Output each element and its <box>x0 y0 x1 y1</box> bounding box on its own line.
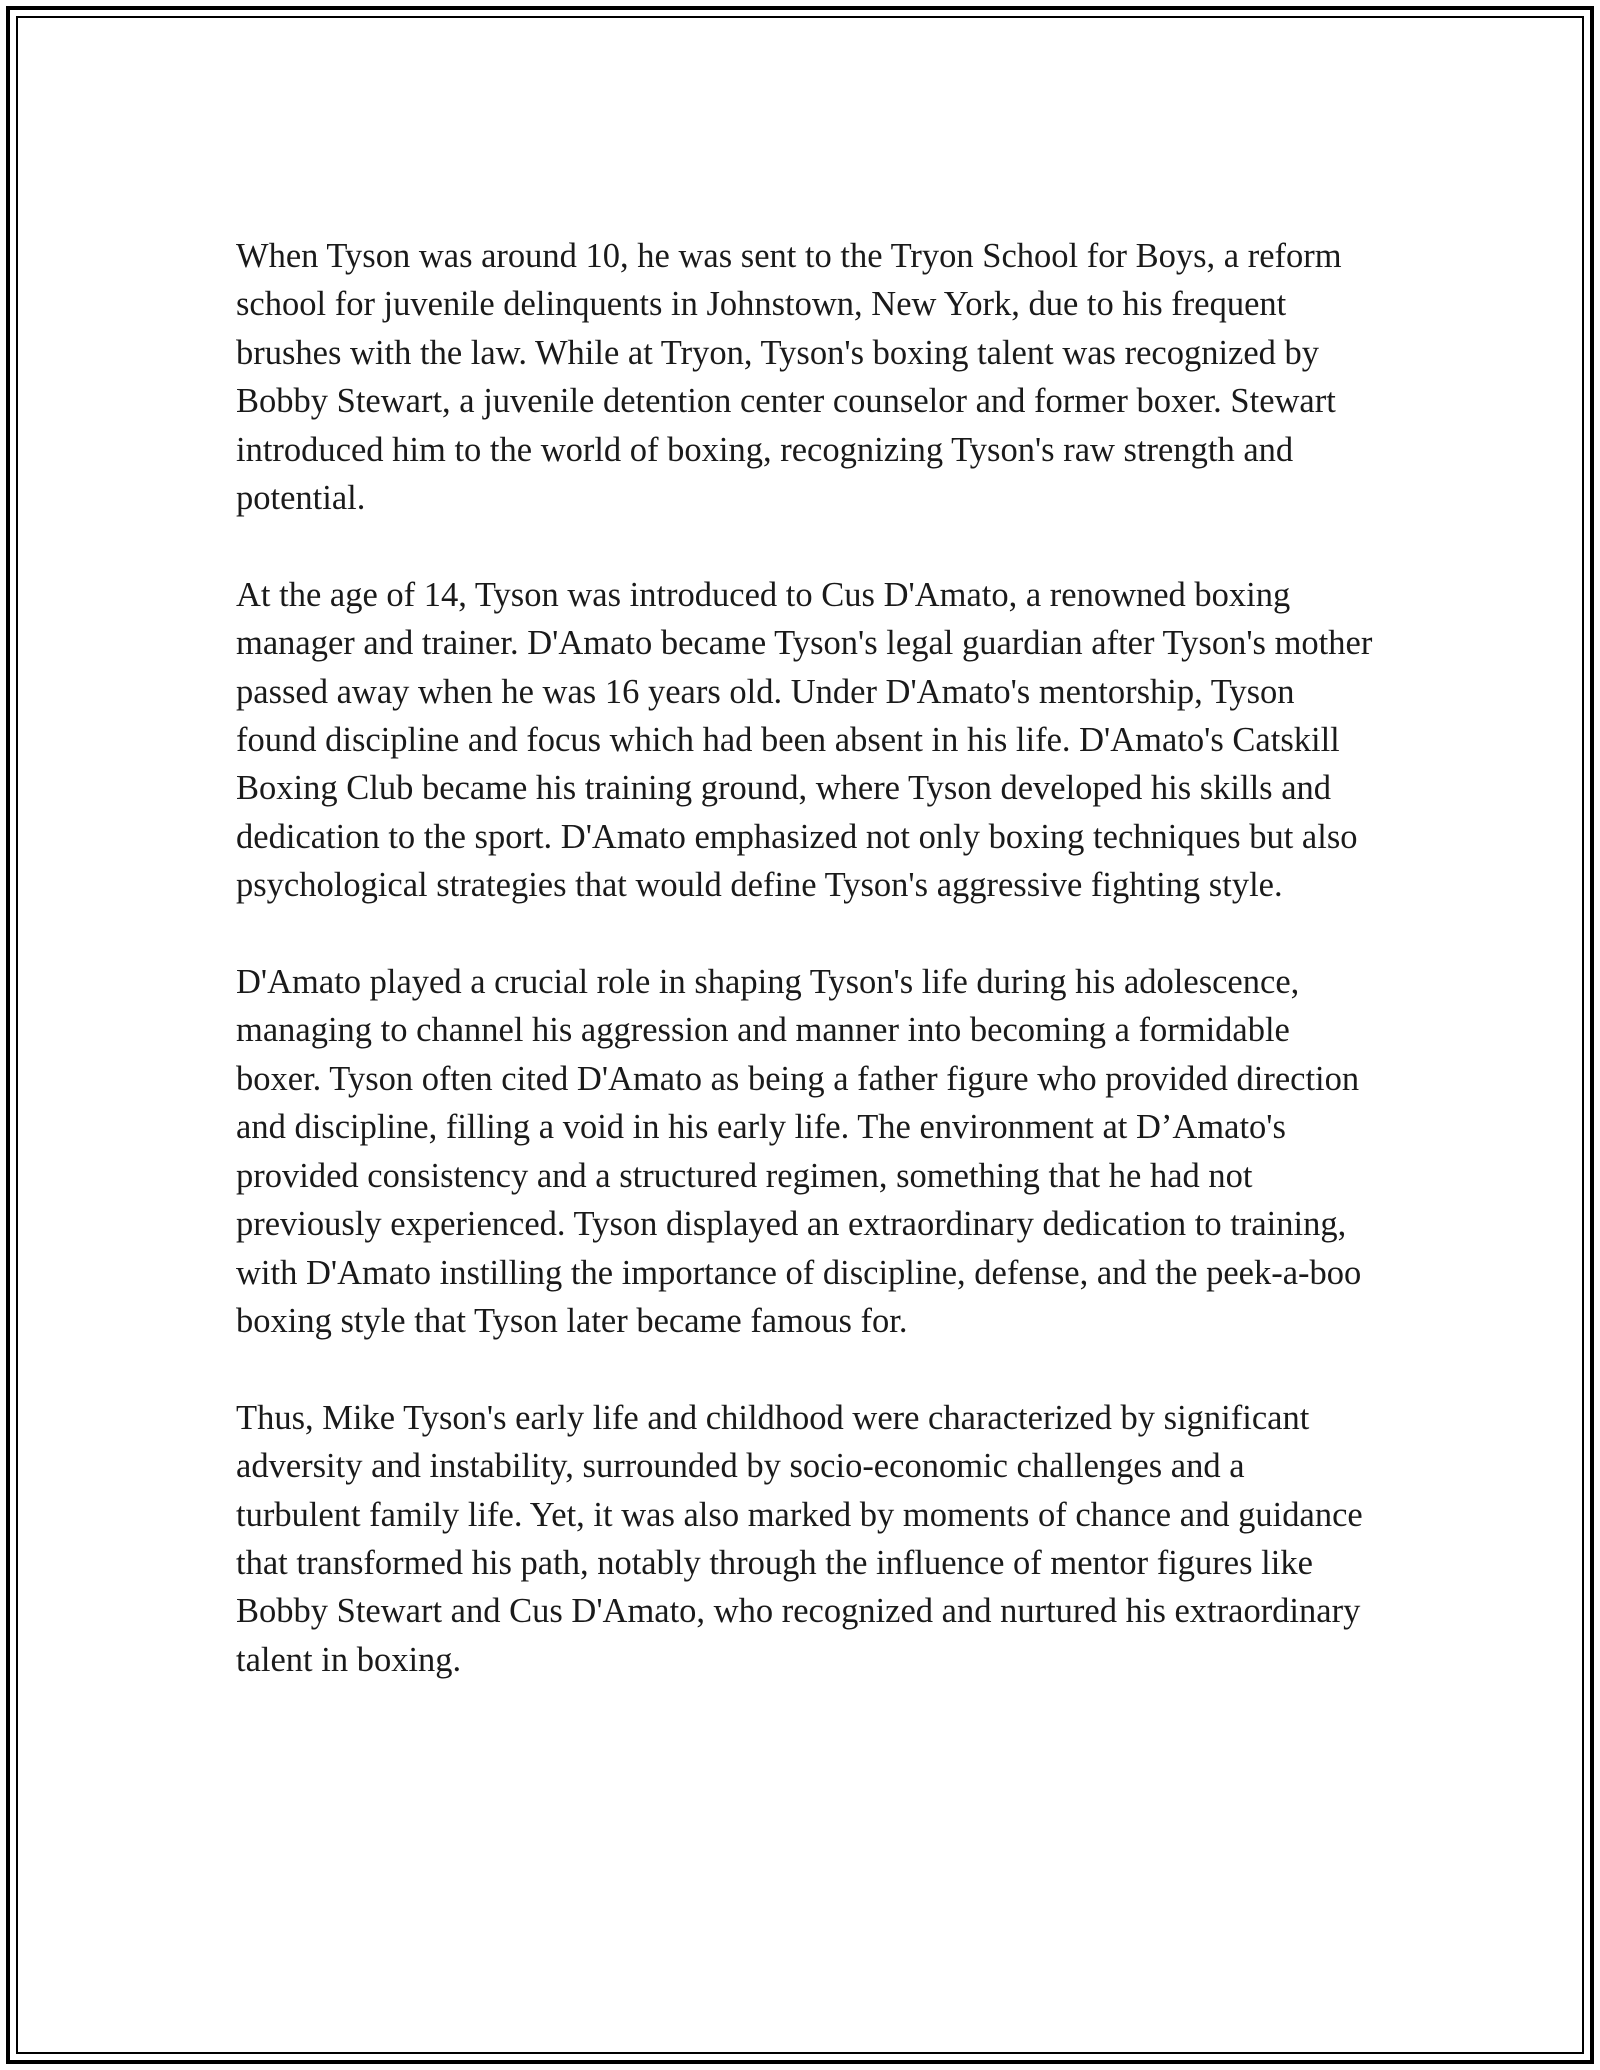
paragraph-cus-damato: At the age of 14, Tyson was introduced to Cus D'Amato, a renowned boxing manager and trainer. D'Amato became Tyson's legal guardian after Tyson's mother passed away when he was 16 years old. Under D'Amato's mentorship, Tyson found discipline and focus which had been absent in his life. D'Amato's Catskill Boxing Club became his training ground, where Tyson developed his skills and dedication to the sport. D'Amato emphasized not only boxing techniques but also psychological strategies that would define Tyson's aggressive fighting style. <box>236 575 1373 905</box>
document-body <box>236 232 1376 1684</box>
paragraph-tryon-school: When Tyson was around 10, he was sent to the Tryon School for Boys, a reform school for juvenile delinquents in Johnstown, New York, due to his frequent brushes with the law. While at Tryon, Tyson's boxing talent was recognized by Bobby Stewart, a juvenile detention center counselor and former boxer. Stewart introduced him to the world of boxing, recognizing Tyson's raw strength and potential. <box>236 237 1342 518</box>
paragraph-conclusion: Thus, Mike Tyson's early life and childhood were characterized by significant adversity and instability, surrounded by socio-economic challenges and a turbulent family life. Yet, it was also marked by moments of chance and guidance that transformed his path, notably through the influence of mentor figures like Bobby Stewart and Cus D'Amato, who recognized and nurtured his extraordinary talent in boxing. <box>236 1398 1363 1679</box>
paragraph-adolescence: D'Amato played a crucial role in shaping Tyson's life during his adolescence, managing to channel his aggression and manner into becoming a formidable boxer. Tyson often cited D'Amato as being a father figure who provided direction and discipline, filling a void in his early life. The environment at D’Amato's provided consistency and a structured regimen, something that he had not previously experienced. Tyson displayed an extraordinary dedication to training, with D'Amato instilling the importance of discipline, defense, and the peek-a-boo boxing style that Tyson later became famous for. <box>236 963 1362 1340</box>
